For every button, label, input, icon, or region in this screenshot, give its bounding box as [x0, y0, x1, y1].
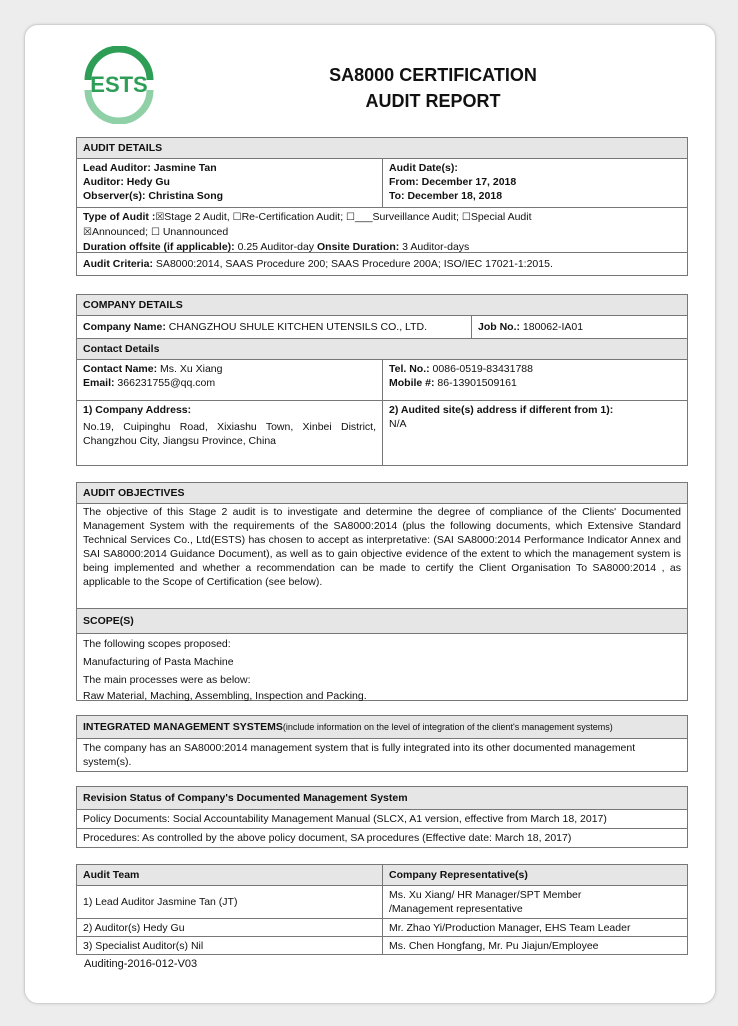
tel-value: 0086-0519-83431788: [429, 363, 533, 375]
ims-header: INTEGRATED MANAGEMENT SYSTEMS: [83, 721, 283, 733]
document-code: Auditing-2016-012-V03: [84, 958, 198, 970]
checked-box-icon[interactable]: ☒: [83, 227, 92, 238]
section-header: Revision Status of Company's Documented Management System: [77, 787, 687, 810]
scope-line-3: The main processes were as below:: [83, 674, 251, 686]
audit-date-to: To: December 18, 2018: [389, 190, 503, 202]
mobile-value: 86-13901509161: [434, 377, 517, 389]
scope-line-2: Manufacturing of Pasta Machine: [83, 656, 234, 668]
onsite-value: 3 Auditor-days: [399, 241, 470, 253]
section-header: AUDIT OBJECTIVES: [77, 483, 687, 504]
email-label: Email:: [83, 377, 115, 389]
audit-date-from: From: December 17, 2018: [389, 176, 517, 188]
audit-team-section: [76, 864, 688, 955]
audited-site-value: N/A: [389, 418, 407, 430]
duration-line: [83, 240, 681, 254]
checked-box-icon[interactable]: ☒: [155, 212, 165, 223]
audit-objectives-section: [76, 482, 688, 701]
auditor: Auditor: Hedy Gu: [83, 176, 170, 188]
team-header-row: [77, 865, 687, 886]
criteria-value: SA8000:2014, SAAS Procedure 200; SAAS Procedure 200A; ISO/IEC 17021-1:2015.: [153, 258, 553, 270]
unchecked-box-icon[interactable]: ☐: [346, 212, 356, 223]
job-no-label: Job No.:: [478, 321, 520, 333]
type-surveillance: ___Surveillance Audit;: [355, 211, 459, 223]
section-header: COMPANY DETAILS: [77, 295, 687, 316]
objectives-text: The objective of this Stage 2 audit is to investigate and determine the degree of compliance of the Clients' Documented Management System with the requirements of the SA8000:2014 (plus the following documents, which Extensive Standard Technical Services Co., Ltd(ESTS) has chosen to accept as interpretative: (SAI SA8000:2014 Performance Indicator Annex and SAI SA8000:2014 Guidance Document), as well as to gain objective evidence of the extent to which the management system is being implemented and whether a recommendation can be made to certify the Client Organisation To SA8000:2014 , as applicable to the Scope of Certification (see below).: [83, 506, 681, 588]
scope-header: SCOPE(S): [77, 609, 687, 634]
company-rep-header: Company Representative(s): [382, 865, 687, 885]
title-line-1: SA8000 CERTIFICATION: [329, 65, 537, 85]
contact-name-label: Contact Name:: [83, 363, 158, 375]
rep-1-line-1: Ms. Xu Xiang/ HR Manager/SPT Member: [389, 889, 582, 901]
unannounced: Unannounced: [162, 226, 229, 238]
report-title: [258, 62, 608, 114]
rep-2: Mr. Zhao Yi/Production Manager, EHS Team Leader: [382, 919, 687, 937]
ests-logo: [80, 46, 158, 124]
company-name-value: CHANGZHOU SHULE KITCHEN UTENSILS CO., LTD.: [165, 321, 428, 333]
type-stage2: Stage 2 Audit,: [164, 211, 230, 223]
ims-text: The company has an SA8000:2014 management system that is fully integrated into its other documented management system(s).: [83, 742, 636, 768]
announce-line: [83, 225, 681, 240]
company-details-section: [76, 294, 688, 466]
company-name-label: Company Name:: [83, 321, 166, 333]
revision-line-1: Policy Documents: Social Accountability Management Manual (SLCX, A1 version, effective from March 18, 2017): [83, 813, 607, 825]
rep-3: Ms. Chen Hongfang, Mr. Pu Jiajun/Employee: [382, 937, 687, 955]
company-address-label: 1) Company Address:: [83, 404, 192, 416]
email-value: 366231755@qq.com: [114, 377, 216, 389]
ims-header-note: (include information on the level of integration of the client's management systems): [282, 722, 613, 732]
team-member-2: 2) Auditor(s) Hedy Gu: [83, 921, 185, 934]
lead-auditor: Lead Auditor: Jasmine Tan: [83, 162, 217, 174]
type-special: Special Audit: [470, 211, 532, 223]
offsite-label: Duration offsite (if applicable):: [83, 241, 235, 253]
offsite-value: 0.25 Auditor-day: [234, 241, 315, 253]
section-header: AUDIT DETAILS: [77, 138, 687, 159]
revision-status-section: [76, 786, 688, 848]
onsite-label: Onsite Duration:: [316, 241, 400, 253]
team-member-1: 1) Lead Auditor Jasmine Tan (JT): [83, 896, 238, 908]
scope-line-1: The following scopes proposed:: [83, 638, 231, 650]
unchecked-box-icon[interactable]: ☐: [232, 212, 242, 223]
audited-site-label: 2) Audited site(s) address if different from 1):: [389, 404, 614, 416]
contact-details-header: Contact Details: [77, 339, 687, 360]
audit-date-label: Audit Date(s):: [389, 162, 458, 174]
unchecked-box-icon[interactable]: ☐: [461, 212, 471, 223]
table-row: [77, 886, 687, 919]
type-recert: Re-Certification Audit;: [241, 211, 344, 223]
contact-name-value: Ms. Xu Xiang: [157, 363, 223, 375]
section-header: [77, 716, 687, 739]
announced: Announced;: [91, 226, 149, 238]
table-row: [77, 919, 687, 937]
table-row: [77, 937, 687, 955]
rep-1-line-2: /Management representative: [389, 903, 523, 915]
scope-line-4: Raw Material, Maching, Assembling, Inspection and Packing.: [83, 690, 367, 702]
audit-details-section: [76, 137, 688, 276]
audit-type-label: Type of Audit :: [83, 211, 156, 223]
title-line-2: AUDIT REPORT: [365, 91, 501, 111]
logo-text: ESTS: [90, 72, 148, 97]
observer: Observer(s): Christina Song: [83, 190, 224, 202]
tel-label: Tel. No.:: [389, 363, 430, 375]
job-no-value: 180062-IA01: [520, 321, 584, 333]
criteria-label: Audit Criteria:: [83, 258, 154, 270]
revision-line-2: Procedures: As controlled by the above policy document, SA procedures (Effective date: March 18, 2017): [83, 832, 572, 844]
ims-section: [76, 715, 688, 772]
audit-team-header: Audit Team: [83, 869, 140, 881]
mobile-label: Mobile #:: [389, 377, 435, 389]
team-member-3: 3) Specialist Auditor(s) Nil: [83, 939, 204, 952]
unchecked-box-icon[interactable]: ☐: [150, 227, 160, 238]
audit-type-line: [83, 210, 681, 225]
company-address-value: No.19, Cuipinghu Road, Xixiashu Town, Xinbei District, Changzhou City, Jiangsu Province, China: [83, 421, 376, 447]
